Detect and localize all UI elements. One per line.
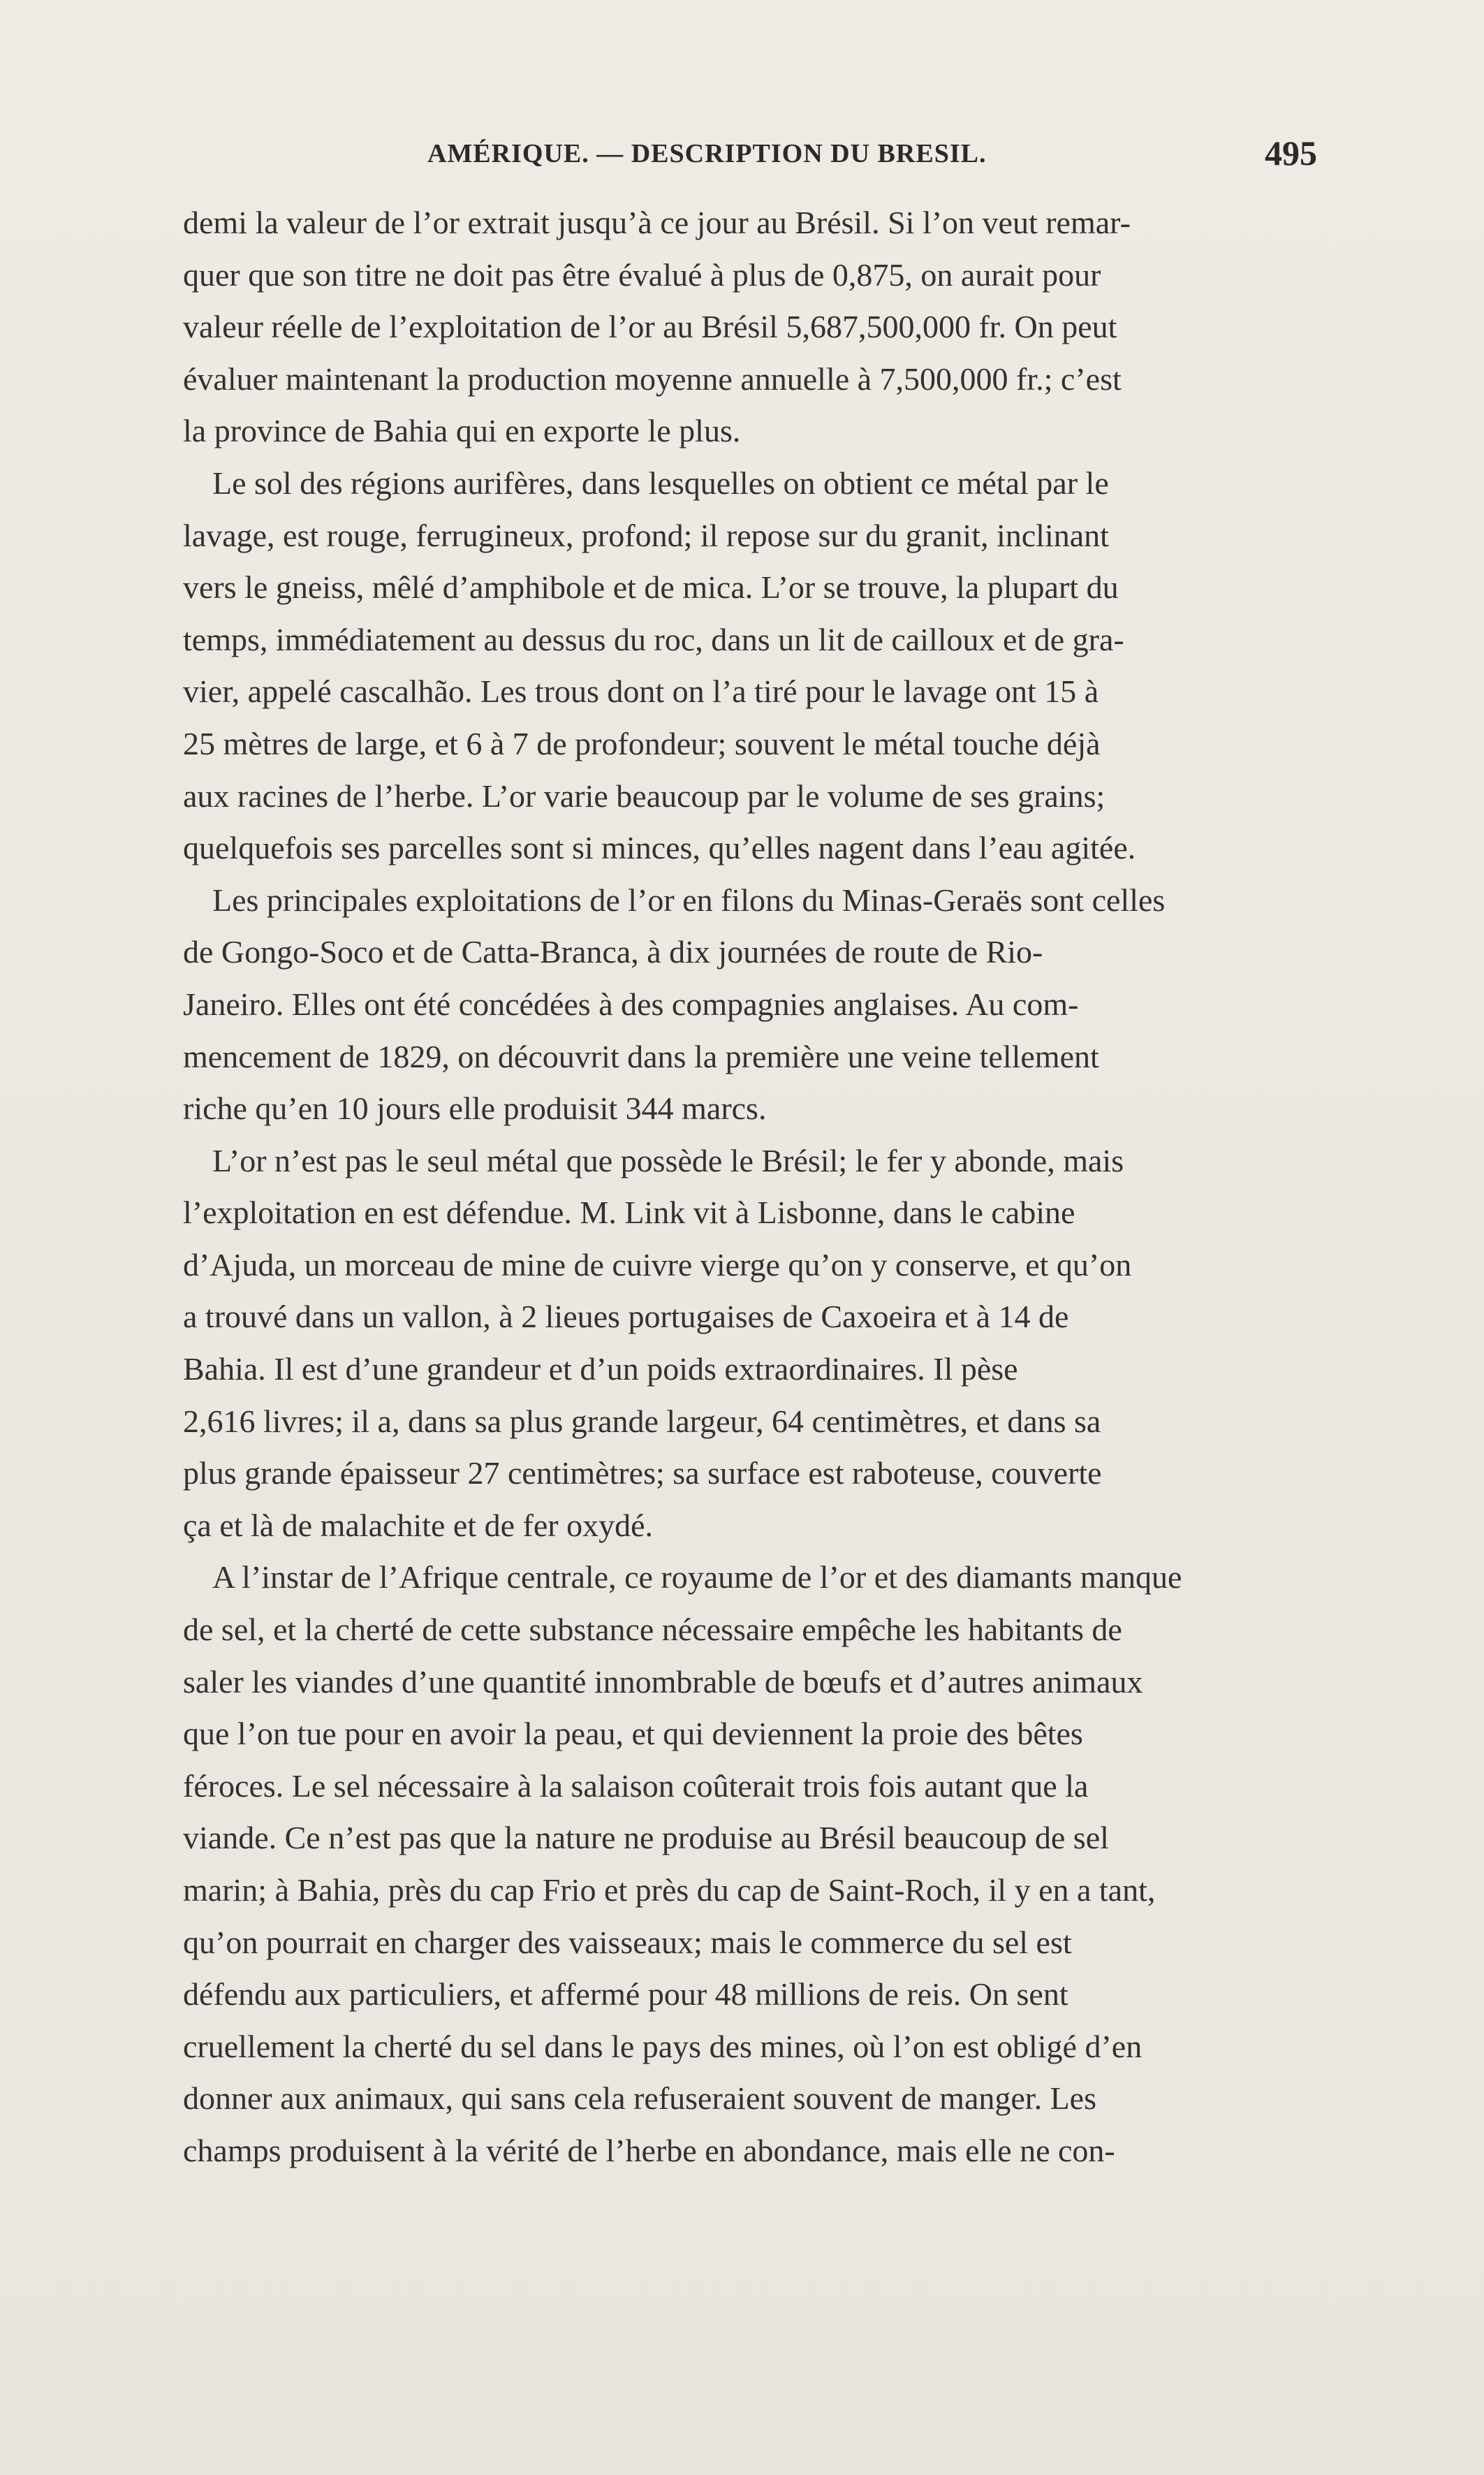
running-head: AMÉRIQUE. — DESCRIPTION DU BRESIL.	[427, 139, 987, 168]
paragraph-2: Le sol des régions aurifères, dans lesquelles on obtient ce métal par le lavage, est rouge, ferrugineux, profond; il repose sur du granit, inclinant vers le gneiss, mêlé d’amphibole et de mica. L’or se trouve, la plupart du temps, immédiatement au dessus du roc, dans un lit de cailloux et de gra- vier, appelé cascalhão. Les trous dont on l’a tiré pour le lavage ont 15 à 25 mètres de large, et 6 à 7 de profondeur; souvent le métal touche déjà aux racines de l’herbe. L’or varie beaucoup par le volume de ses grains; quelquefois ses parcelles sont si minces, qu’elles nagent dans l’eau agitée.	[183, 465, 1136, 866]
body-text	[183, 197, 1345, 2177]
page-header	[183, 133, 1345, 189]
paragraph-3: Les principales exploitations de l’or en filons du Minas-Geraës sont celles de Gongo-Soco et de Catta-Branca, à dix journées de route de Rio- Janeiro. Elles ont été concédées à des compagnies anglaises. Au com- mencement de 1829, on découvrit dans la première une veine tellement riche qu’en 10 jours elle produisit 344 marcs.	[183, 882, 1166, 1127]
page-number: 495	[1265, 133, 1317, 173]
paragraph-4: L’or n’est pas le seul métal que possède le Brésil; le fer y abonde, mais l’exploitation en est défendue. M. Link vit à Lisbonne, dans le cabine d’Ajuda, un morceau de mine de cuivre vierge qu’on y conserve, et qu’on a trouvé dans un vallon, à 2 lieues portugaises de Caxoeira et à 14 de Bahia. Il est d’une grandeur et d’un poids extraordinaires. Il pèse 2,616 livres; il a, dans sa plus grande largeur, 64 centimètres, et dans sa plus grande épaisseur 27 centimètres; sa surface est raboteuse, couverte ça et là de malachite et de fer oxydé.	[183, 1142, 1132, 1543]
paragraph-5: A l’instar de l’Afrique centrale, ce royaume de l’or et des diamants manque de sel, et la cherté de cette substance nécessaire empêche les habitants de saler les viandes d’une quantité innombrable de bœufs et d’autres animaux que l’on tue pour en avoir la peau, et qui deviennent la proie des bêtes féroces. Le sel nécessaire à la salaison coûterait trois fois autant que la viande. Ce n’est pas que la nature ne produise au Brésil beaucoup de sel marin; à Bahia, près du cap Frio et près du cap de Saint-Roch, il y en a tant, qu’on pourrait en charger des vaisseaux; mais le commerce du sel est défendu aux particuliers, et affermé pour 48 millions de reis. On sent cruellement la cherté du sel dans le pays des mines, où l’on est obligé d’en donner aux animaux, qui sans cela refuseraient souvent de manger. Les champs produisent à la vérité de l’herbe en abondance, mais elle ne con-	[183, 1559, 1182, 2168]
paragraph-1: demi la valeur de l’or extrait jusqu’à ce jour au Brésil. Si l’on veut remar- quer que son titre ne doit pas être évalué à plus de 0,875, on aurait pour valeur réelle de l’exploitation de l’or au Brésil 5,687,500,000 fr. On peut évaluer maintenant la production moyenne annuelle à 7,500,000 fr.; c’est la province de Bahia qui en exporte le plus.	[183, 205, 1131, 449]
